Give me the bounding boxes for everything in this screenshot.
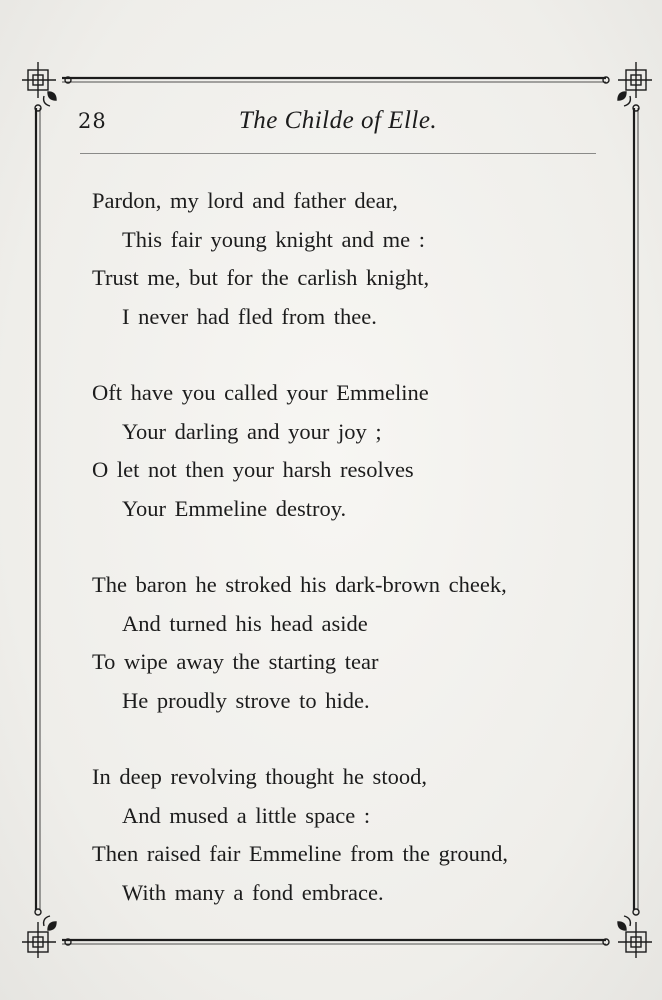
verse-line: Pardon, my lord and father dear, — [92, 188, 398, 213]
verse-line: Oft have you called your Emmeline — [92, 380, 429, 405]
verse-line: Your darling and your joy ; — [122, 418, 382, 444]
verse-line: O let not then your harsh resolves — [92, 457, 414, 482]
stanza — [92, 182, 622, 336]
verse-line: And turned his head aside — [122, 610, 368, 636]
running-title: The Childe of Elle. — [238, 107, 438, 134]
verse-line: I never had fled from thee. — [122, 303, 377, 329]
running-header — [78, 105, 598, 145]
verse-line: This fair young knight and me : — [122, 226, 425, 252]
verse-line: The baron he stroked his dark-brown cheek, — [92, 572, 507, 597]
fleuron-corner-icon — [603, 62, 652, 111]
verse-line: With many a fond embrace. — [122, 879, 384, 905]
poem-body — [92, 182, 622, 950]
fleuron-corner-icon — [22, 62, 71, 111]
stanza — [92, 758, 622, 912]
verse-line: And mused a little space : — [122, 802, 371, 828]
verse-line: Then raised fair Emmeline from the ground, — [92, 841, 508, 866]
verse-line: He proudly strove to hide. — [122, 687, 370, 713]
page-number: 28 — [78, 109, 107, 133]
stanza — [92, 566, 622, 720]
verse-line: Trust me, but for the carlish knight, — [92, 265, 430, 290]
verse-line: To wipe away the starting tear — [92, 649, 379, 674]
header-rule — [80, 153, 596, 154]
fleuron-corner-icon — [22, 909, 71, 958]
verse-line: In deep revolving thought he stood, — [92, 764, 427, 789]
stanza — [92, 374, 622, 528]
verse-line: Your Emmeline destroy. — [122, 495, 347, 521]
